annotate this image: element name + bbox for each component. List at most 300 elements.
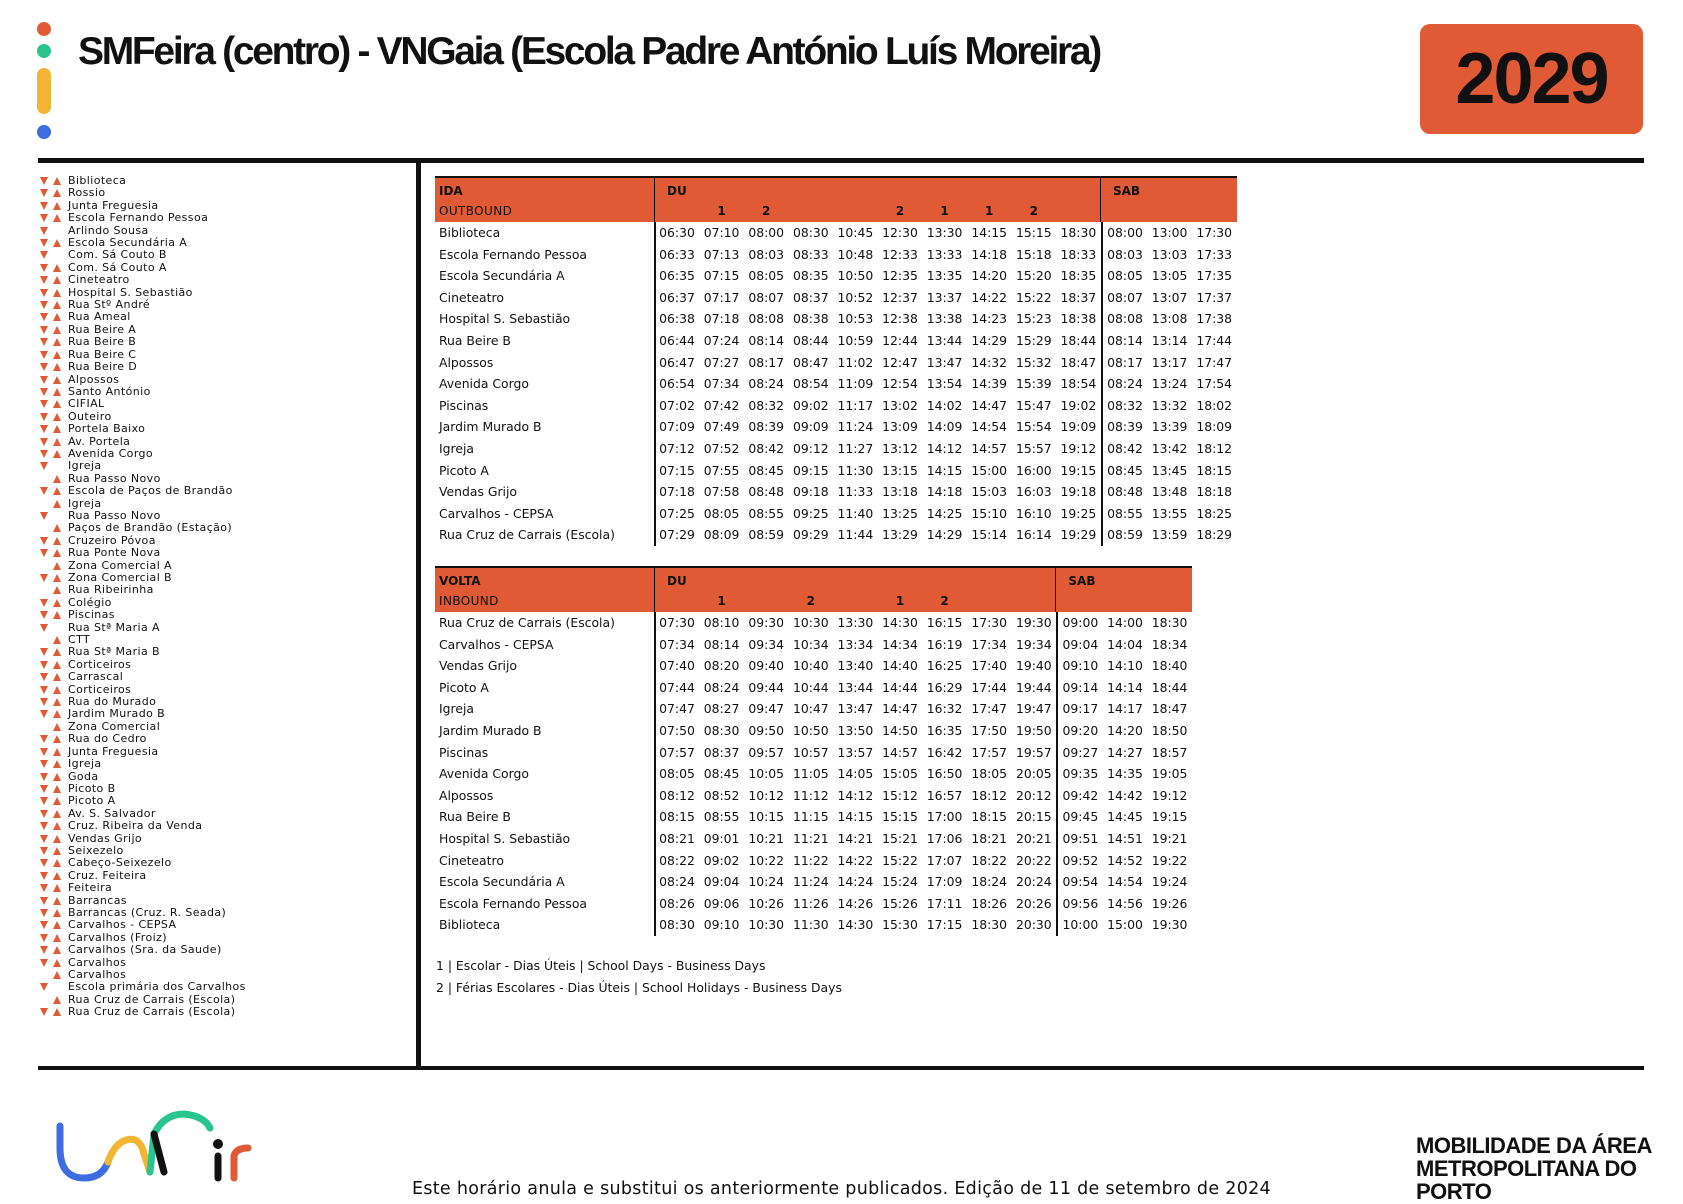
inbound-arrow-icon [53, 276, 61, 284]
outbound-arrow-icon [40, 748, 48, 756]
time-cell: 13:02 [882, 397, 918, 413]
stop-name: Paços de Brandão (Estação) [68, 521, 233, 535]
row-stop-name: Biblioteca [439, 917, 501, 933]
outbound-arrow-icon [40, 698, 48, 706]
time-cell: 14:22 [837, 852, 874, 868]
stop-name: Igreja [68, 459, 102, 473]
outbound-arrow-icon [40, 673, 48, 681]
time-cell: 13:48 [1151, 484, 1188, 500]
time-cell: 17:50 [971, 722, 1008, 738]
inbound-arrow-icon [53, 524, 61, 532]
time-cell: 16:32 [926, 701, 963, 717]
time-cell: 13:32 [1151, 397, 1188, 413]
outbound-arrow-icon [40, 388, 48, 396]
table-row [435, 503, 1237, 525]
time-cell: 14:15 [971, 225, 1008, 240]
time-cell: 08:30 [792, 225, 829, 240]
time-cell: 14:57 [971, 440, 1008, 456]
time-cell: 15:14 [971, 527, 1008, 543]
time-cell: 14:15 [926, 462, 963, 478]
stop-name: Cruz. Feiteira [68, 868, 147, 882]
row-stop-name: Avenida Corgo [439, 376, 529, 392]
time-cell: 17:34 [971, 636, 1008, 652]
inbound-arrow-icon [53, 413, 61, 421]
stop-name: Rua Ribeirinha [68, 583, 154, 597]
group-sab-label: SAB [1113, 184, 1141, 198]
outbound-arrow-icon [40, 400, 48, 408]
inbound-timetable [435, 566, 1192, 936]
time-cell: 15:00 [1107, 917, 1143, 933]
stop-name: Goda [68, 769, 99, 783]
stop-name: Rua Cruz de Carrais (Escola) [68, 992, 236, 1006]
time-cell: 07:40 [659, 658, 695, 674]
unir-logo [54, 1104, 260, 1188]
table-row [435, 742, 1192, 764]
time-cell: 13:34 [837, 636, 874, 652]
time-cell: 07:15 [659, 462, 695, 478]
stop-item [40, 336, 400, 348]
outbound-arrow-icon [40, 313, 48, 321]
time-cell: 08:05 [659, 766, 695, 782]
time-cell: 14:20 [1107, 722, 1143, 738]
stop-name: Junta Freguesia [68, 744, 159, 758]
time-cell: 08:14 [748, 332, 785, 348]
outbound-arrow-icon [40, 462, 48, 470]
time-cell: 11:09 [837, 376, 874, 392]
time-cell: 07:13 [703, 246, 740, 262]
time-cell: 16:29 [926, 679, 963, 695]
outbound-arrow-icon [40, 624, 48, 632]
time-cell: 17:37 [1196, 289, 1233, 305]
time-cell: 17:35 [1196, 268, 1233, 284]
time-cell: 13:35 [926, 268, 963, 284]
inbound-arrow-icon [53, 797, 61, 805]
row-stop-name: Igreja [439, 440, 474, 456]
outbound-arrow-icon [40, 301, 48, 309]
table-row [435, 416, 1237, 438]
time-cell: 13:54 [926, 376, 963, 392]
row-stop-name: Carvalhos - CEPSA [439, 505, 554, 521]
dot-red [37, 22, 51, 36]
time-cell: 12:37 [882, 289, 918, 305]
time-cell: 10:21 [748, 830, 785, 846]
inbound-arrow-icon [53, 202, 61, 210]
time-cell: 07:17 [703, 289, 740, 305]
group-du-label: DU [667, 184, 687, 198]
time-cell: 09:17 [1062, 701, 1099, 717]
inbound-arrow-icon [53, 673, 61, 681]
outbound-arrow-icon [40, 797, 48, 805]
time-cell: 17:30 [971, 615, 1008, 630]
edition-notice: Este horário anula e substitui os anteriormente publicados. Edição de 11 de setembro de 2024 [411, 1179, 1271, 1199]
inbound-arrow-icon [53, 698, 61, 706]
time-cell: 08:08 [748, 311, 785, 327]
trip-note: 1 [717, 204, 726, 218]
time-cell: 18:12 [1196, 440, 1233, 456]
time-cell: 09:54 [1062, 874, 1099, 890]
time-cell: 18:35 [1060, 268, 1097, 284]
outbound-arrow-icon [40, 773, 48, 781]
time-cell: 07:58 [703, 484, 740, 500]
row-stop-name: Piscinas [439, 744, 489, 760]
time-cell: 10:26 [748, 895, 785, 911]
time-cell: 15:15 [882, 809, 918, 825]
time-cell: 19:24 [1151, 874, 1188, 890]
outbound-header [435, 176, 1237, 222]
time-cell: 15:20 [1015, 268, 1052, 284]
outbound-arrow-icon [40, 847, 48, 855]
line-number-badge [1420, 24, 1643, 134]
time-cell: 16:35 [926, 722, 963, 738]
stop-name: Igreja [68, 496, 102, 510]
stop-item [40, 460, 400, 472]
dot-green [37, 44, 51, 58]
time-cell: 16:10 [1015, 505, 1052, 521]
time-cell: 12:44 [882, 332, 918, 348]
time-cell: 17:33 [1196, 246, 1233, 262]
time-cell: 08:15 [659, 809, 695, 825]
time-cell: 14:54 [971, 419, 1008, 435]
outbound-arrow-icon [40, 487, 48, 495]
outbound-arrow-icon [40, 946, 48, 954]
time-cell: 08:30 [659, 917, 695, 933]
inbound-arrow-icon [53, 959, 61, 967]
stop-name: Escola Fernando Pessoa [68, 211, 209, 225]
time-cell: 08:07 [748, 289, 785, 305]
inbound-arrow-icon [53, 326, 61, 334]
stop-item [40, 622, 400, 634]
time-cell: 10:15 [748, 809, 785, 825]
time-cell: 10:40 [792, 658, 829, 674]
route-title: SMFeira (centro) - VNGaia (Escola Padre António Luís Moreira) [78, 30, 1100, 73]
outbound-arrow-icon [40, 450, 48, 458]
time-cell: 14:17 [1107, 701, 1143, 717]
time-cell: 08:55 [748, 505, 785, 521]
outbound-arrow-icon [40, 264, 48, 272]
time-cell: 13:07 [1151, 289, 1188, 305]
time-cell: 08:47 [792, 354, 829, 370]
row-stop-name: Avenida Corgo [439, 766, 529, 782]
inbound-arrow-icon [53, 996, 61, 1004]
time-cell: 14:04 [1107, 636, 1143, 652]
time-cell: 19:40 [1015, 658, 1052, 674]
time-cell: 11:15 [792, 809, 829, 825]
time-cell: 14:24 [837, 874, 874, 890]
table-row [435, 720, 1192, 742]
time-cell: 14:05 [837, 766, 874, 782]
time-cell: 08:55 [703, 809, 740, 825]
stop-name: Carvalhos (Froiz) [68, 930, 167, 944]
outbound-body [435, 222, 1237, 546]
time-cell: 13:47 [926, 354, 963, 370]
time-cell: 07:44 [659, 679, 695, 695]
stop-item [40, 708, 400, 720]
table-row [435, 612, 1192, 634]
outbound-arrow-icon [40, 177, 48, 185]
time-cell: 11:12 [792, 787, 829, 803]
stop-name: Rua Ponte Nova [68, 546, 161, 560]
time-cell: 18:09 [1196, 419, 1233, 435]
time-cell: 17:40 [971, 658, 1008, 674]
table-row [435, 677, 1192, 699]
time-cell: 07:34 [659, 636, 695, 652]
time-cell: 13:00 [1151, 225, 1188, 240]
time-cell: 19:22 [1151, 852, 1188, 868]
time-cell: 07:18 [659, 484, 695, 500]
time-cell: 08:45 [703, 766, 740, 782]
stop-name: Cruz. Ribeira da Venda [68, 819, 203, 833]
row-stop-name: Jardim Murado B [439, 722, 542, 738]
time-cell: 08:17 [748, 354, 785, 370]
time-cell: 14:20 [971, 268, 1008, 284]
time-cell: 14:00 [1107, 615, 1143, 630]
time-cell: 15:30 [882, 917, 918, 933]
time-cell: 09:40 [748, 658, 785, 674]
inbound-arrow-icon [53, 735, 61, 743]
time-cell: 20:21 [1015, 830, 1052, 846]
row-stop-name: Hospital S. Sebastião [439, 830, 571, 846]
time-cell: 18:21 [971, 830, 1008, 846]
time-cell: 14:09 [926, 419, 963, 435]
time-cell: 13:03 [1151, 246, 1188, 262]
stop-name: Av. Portela [68, 434, 131, 448]
outbound-arrow-icon [40, 760, 48, 768]
time-cell: 15:29 [1015, 332, 1052, 348]
time-cell: 13:05 [1151, 268, 1188, 284]
column-separator [654, 612, 656, 936]
time-cell: 18:47 [1151, 701, 1188, 717]
time-cell: 08:45 [748, 462, 785, 478]
header-separator [1100, 178, 1101, 222]
time-cell: 14:50 [882, 722, 918, 738]
time-cell: 17:15 [926, 917, 963, 933]
outbound-arrow-icon [40, 835, 48, 843]
stop-name: Santo António [68, 384, 151, 398]
time-cell: 14:12 [837, 787, 874, 803]
inbound-arrow-icon [53, 636, 61, 644]
time-cell: 20:26 [1015, 895, 1052, 911]
outbound-arrow-icon [40, 227, 48, 235]
inbound-header [435, 566, 1192, 612]
time-cell: 18:40 [1151, 658, 1188, 674]
outbound-arrow-icon [40, 897, 48, 905]
time-cell: 09:18 [792, 484, 829, 500]
direction-sublabel: OUTBOUND [439, 204, 513, 218]
row-stop-name: Hospital S. Sebastião [439, 311, 571, 327]
time-cell: 11:30 [792, 917, 829, 933]
outbound-arrow-icon [40, 189, 48, 197]
time-cell: 18:57 [1151, 744, 1188, 760]
time-cell: 13:44 [837, 679, 874, 695]
time-cell: 10:30 [792, 615, 829, 630]
stop-name: Escola de Paços de Brandão [68, 484, 233, 498]
inbound-arrow-icon [53, 897, 61, 905]
time-cell: 08:00 [748, 225, 785, 240]
outbound-arrow-icon [40, 611, 48, 619]
time-cell: 15:23 [1015, 311, 1052, 327]
header-separator [1055, 568, 1056, 612]
table-row [435, 634, 1192, 656]
time-cell: 13:14 [1151, 332, 1188, 348]
time-cell: 09:42 [1062, 787, 1099, 803]
time-cell: 09:52 [1062, 852, 1099, 868]
time-cell: 16:14 [1015, 527, 1052, 543]
time-cell: 10:34 [792, 636, 829, 652]
time-cell: 15:21 [882, 830, 918, 846]
time-cell: 06:47 [659, 354, 695, 370]
time-cell: 10:47 [792, 701, 829, 717]
stop-item [40, 882, 400, 894]
time-cell: 10:59 [837, 332, 874, 348]
inbound-arrow-icon [53, 549, 61, 557]
time-cell: 06:35 [659, 268, 695, 284]
time-cell: 08:24 [1107, 376, 1143, 392]
time-cell: 08:48 [748, 484, 785, 500]
row-stop-name: Alpossos [439, 787, 494, 803]
time-cell: 10:48 [837, 246, 874, 262]
table-row [435, 395, 1237, 417]
inbound-arrow-icon [53, 264, 61, 272]
time-cell: 14:57 [882, 744, 918, 760]
time-cell: 07:15 [703, 268, 740, 284]
line-number: 2029 [1455, 39, 1608, 119]
outbound-arrow-icon [40, 376, 48, 384]
row-stop-name: Carvalhos - CEPSA [439, 636, 554, 652]
outbound-arrow-icon [40, 934, 48, 942]
outbound-arrow-icon [40, 289, 48, 297]
time-cell: 08:03 [1107, 246, 1143, 262]
stops-list [40, 175, 400, 1019]
time-cell: 15:22 [882, 852, 918, 868]
inbound-arrow-icon [53, 859, 61, 867]
inbound-arrow-icon [53, 872, 61, 880]
stop-item [40, 609, 400, 621]
table-row [435, 828, 1192, 850]
time-cell: 18:30 [1060, 225, 1097, 240]
time-cell: 19:15 [1151, 809, 1188, 825]
time-cell: 13:24 [1151, 376, 1188, 392]
time-cell: 19:29 [1060, 527, 1097, 543]
time-cell: 13:15 [882, 462, 918, 478]
time-cell: 19:50 [1015, 722, 1052, 738]
time-cell: 07:55 [703, 462, 740, 478]
time-cell: 11:27 [837, 440, 874, 456]
outbound-arrow-icon [40, 785, 48, 793]
time-cell: 15:05 [882, 766, 918, 782]
stop-name: Colégio [68, 595, 112, 609]
time-cell: 14:12 [926, 440, 963, 456]
time-cell: 18:15 [1196, 462, 1233, 478]
time-cell: 13:08 [1151, 311, 1188, 327]
bottom-divider [38, 1066, 1644, 1070]
time-cell: 09:20 [1062, 722, 1099, 738]
time-cell: 16:42 [926, 744, 963, 760]
stop-name: Rua Beire C [68, 347, 137, 361]
time-cell: 09:04 [703, 874, 740, 890]
row-stop-name: Escola Secundária A [439, 874, 565, 890]
stop-item [40, 1006, 400, 1018]
time-cell: 19:09 [1060, 419, 1097, 435]
table-row [435, 244, 1237, 266]
time-cell: 13:30 [837, 615, 874, 630]
time-cell: 10:53 [837, 311, 874, 327]
time-cell: 08:08 [1107, 311, 1143, 327]
stop-name: Hospital S. Sebastião [68, 285, 193, 299]
time-cell: 08:21 [659, 830, 695, 846]
time-cell: 18:18 [1196, 484, 1233, 500]
inbound-arrow-icon [53, 313, 61, 321]
time-cell: 09:01 [703, 830, 740, 846]
stop-name: Rua Stº André [68, 298, 151, 312]
inbound-arrow-icon [53, 773, 61, 781]
time-cell: 16:25 [926, 658, 963, 674]
inbound-arrow-icon [53, 351, 61, 359]
time-cell: 10:00 [1062, 917, 1099, 933]
time-cell: 13:29 [882, 527, 918, 543]
time-cell: 08:32 [1107, 397, 1143, 413]
time-cell: 17:44 [1196, 332, 1233, 348]
time-cell: 11:22 [792, 852, 829, 868]
stop-name: CIFIAL [68, 397, 105, 411]
time-cell: 17:38 [1196, 311, 1233, 327]
time-cell: 08:05 [703, 505, 740, 521]
stop-item [40, 944, 400, 956]
time-cell: 09:47 [748, 701, 785, 717]
time-cell: 14:29 [926, 527, 963, 543]
inbound-arrow-icon [53, 822, 61, 830]
outbound-arrow-icon [40, 872, 48, 880]
table-row [435, 914, 1192, 936]
time-cell: 18:30 [1151, 615, 1188, 630]
time-cell: 13:39 [1151, 419, 1188, 435]
stop-name: Barrancas (Cruz. R. Seada) [68, 905, 227, 919]
outbound-arrow-icon [40, 239, 48, 247]
time-cell: 10:22 [748, 852, 785, 868]
time-cell: 18:47 [1060, 354, 1097, 370]
time-cell: 17:44 [971, 679, 1008, 695]
top-divider [38, 158, 1644, 163]
time-cell: 14:23 [971, 311, 1008, 327]
outbound-arrow-icon [40, 983, 48, 991]
time-cell: 14:51 [1107, 830, 1143, 846]
stop-item [40, 919, 400, 931]
time-cell: 09:12 [792, 440, 829, 456]
time-cell: 10:52 [837, 289, 874, 305]
time-cell: 19:12 [1151, 787, 1188, 803]
row-stop-name: Escola Fernando Pessoa [439, 895, 588, 911]
time-cell: 14:52 [1107, 852, 1143, 868]
inbound-arrow-icon [53, 971, 61, 979]
time-cell: 15:18 [1015, 246, 1052, 262]
time-cell: 14:14 [1107, 679, 1143, 695]
time-cell: 07:47 [659, 701, 695, 717]
header-separator [654, 178, 655, 222]
time-cell: 12:47 [882, 354, 918, 370]
time-cell: 16:00 [1015, 462, 1052, 478]
time-cell: 18:38 [1060, 311, 1097, 327]
inbound-arrow-icon [53, 847, 61, 855]
outbound-arrow-icon [40, 909, 48, 917]
time-cell: 07:29 [659, 527, 695, 543]
direction-label: IDA [439, 184, 463, 198]
stop-name: Zona Comercial [68, 719, 161, 733]
time-cell: 14:18 [971, 246, 1008, 262]
time-cell: 08:14 [1107, 332, 1143, 348]
table-row [435, 460, 1237, 482]
time-cell: 20:24 [1015, 874, 1052, 890]
row-stop-name: Igreja [439, 701, 474, 717]
time-cell: 19:05 [1151, 766, 1188, 782]
